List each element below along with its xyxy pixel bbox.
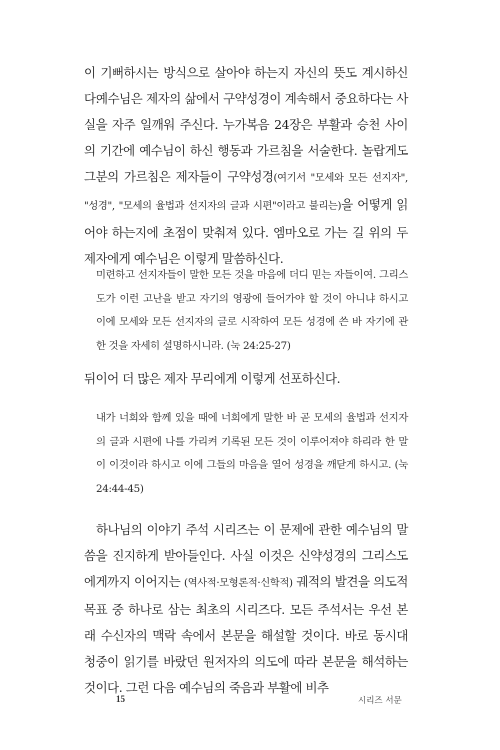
scripture-quote-2-text: 내가 너희와 함께 있을 때에 너희에게 말한 바 곧 모세의 율법과 선지자의 글과 시편에 나를 가리켜 기록된 모든 것이 이루어져야 하리라 한 말이 이것이라 하시고 이에 그들의 마음을 열어 성경을 깨닫게 하시고. (눅 24:44-45) bbox=[96, 412, 408, 495]
paragraph-3-text: 뒤이어 더 많은 제자 무리에게 이렇게 선포하신다. bbox=[84, 371, 341, 386]
paragraph-2-text-b: 을 어떻게 읽어야 하는지에 초점이 맞춰져 있다. 엠마오로 가는 길 위의 두 제자에게 예수님은 이렇게 말씀하신다. bbox=[84, 197, 408, 266]
paragraph-4-text-b: 궤적의 발견을 의도적 목표 중 하나로 삼는 최초의 시리즈다. 모든 주석서는 우선 본래 수신자의 맥락 속에서 본문을 해설할 것이다. 바로 동시대 청중이 읽기를 바랐던 원저자의 의도에 따라 본문을 해석하는 것이다. 그런 다음 예수님의 죽음과 부활에 비추 bbox=[84, 574, 408, 695]
paragraph-2-text-a: 예수님은 제자의 삶에서 구약성경이 계속해서 중요하다는 사실을 자주 일깨워 주신다. 누가복음 24장은 부활과 승천 사이의 기간에 예수님이 하신 행동과 가르침을 서술한다. 놀랍게도 그분의 가르침은 제자들이 구약성경 bbox=[84, 91, 408, 184]
paragraph-4-parenthetical: (역사적·모형론적·신학적) bbox=[184, 578, 293, 589]
running-footer-title: 시리즈 서문 bbox=[358, 696, 402, 706]
paragraph-2-parenthetical: (여기서 "모세와 모든 선지자", "성경", "모세의 율법과 선지자의 글과 시편"이라고 불리는) bbox=[84, 173, 408, 212]
paragraph-2 bbox=[84, 86, 408, 272]
paragraph-1-text: 이 기뻐하시는 방식으로 살아야 하는지 자신의 뜻도 계시하신다. bbox=[84, 65, 408, 106]
scripture-quote-2 bbox=[96, 407, 408, 501]
page-number: 15 bbox=[116, 694, 125, 704]
paragraph-3 bbox=[84, 366, 408, 392]
scripture-quote-1-text: 미련하고 선지자들이 말한 모든 것을 마음에 더디 믿는 자들이여. 그리스도가 이런 고난을 받고 자기의 영광에 들어가야 할 것이 아니냐 하시고 이에 모세와 모든 선지자의 글로 시작하여 모든 성경에 쓴 바 자기에 관한 것을 자세히 설명하시니라. (눅 24:25-27) bbox=[96, 269, 408, 352]
paragraph-4-text-a: 하나님의 이야기 주석 시리즈는 이 문제에 관한 예수님의 말씀을 진지하게 받아들인다. 사실 이것은 신약성경의 그리스도에게까지 이어지는 bbox=[84, 522, 408, 589]
paragraph-4 bbox=[84, 517, 408, 701]
scripture-quote-1 bbox=[96, 264, 408, 358]
